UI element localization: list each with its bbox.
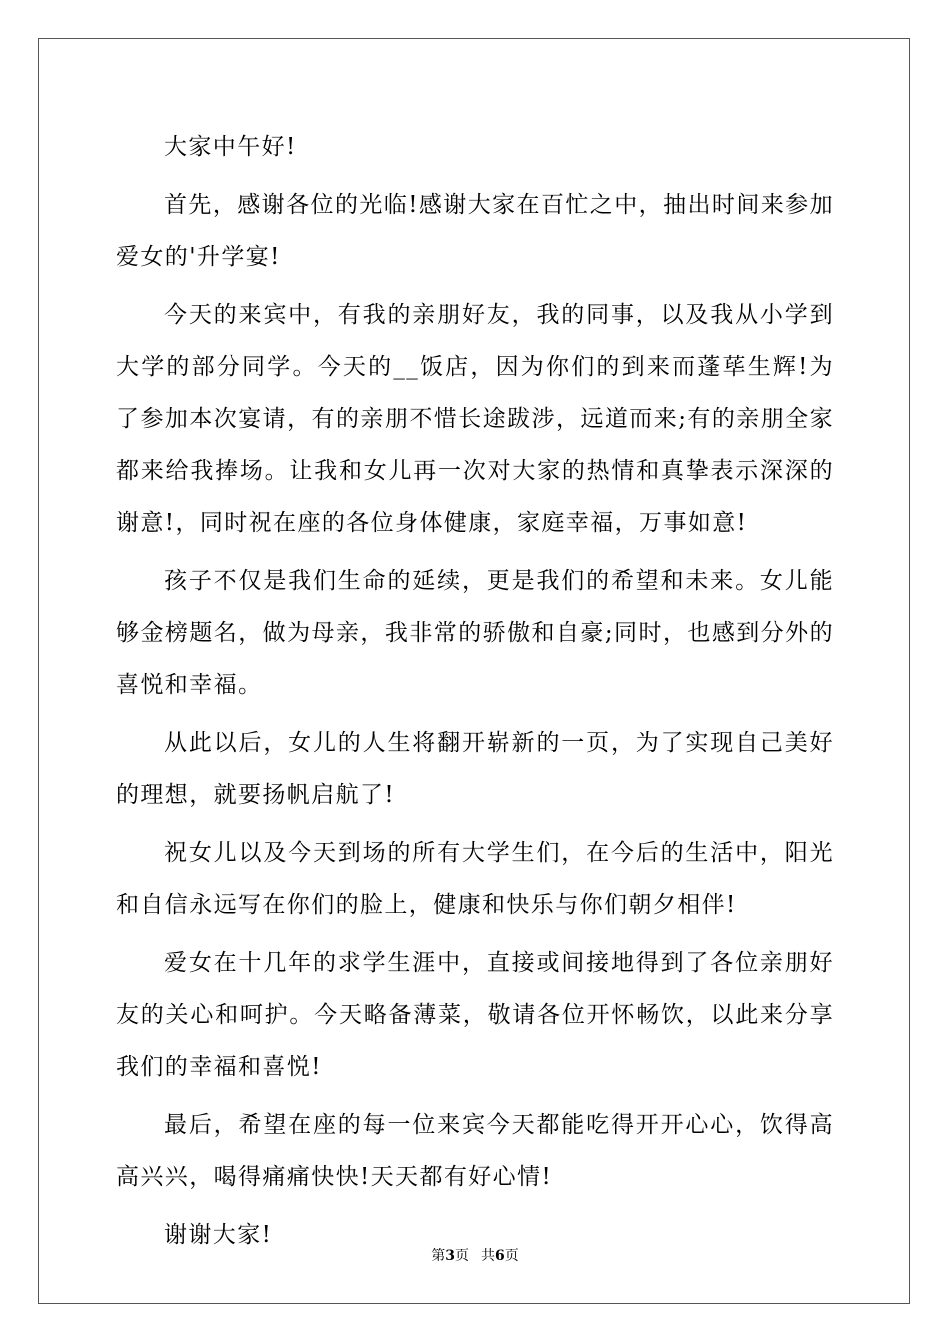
document-body — [116, 121, 834, 1267]
paragraph-greeting: 大家中午好! — [164, 134, 297, 160]
paragraph-gratitude: 爱女在十几年的求学生涯中，直接或间接地得到了各位亲朋好友的关心和呵护。今天略备薄菜，敬请各位开怀畅饮，以此来分享我们的幸福和喜悦! — [116, 950, 834, 1080]
total-suffix: 页 — [504, 1248, 519, 1264]
paragraph-thank-you: 谢谢大家! — [164, 1222, 273, 1248]
page-number: 3 — [445, 1248, 455, 1264]
paragraph-closing: 最后，希望在座的每一位来宾今天都能吃得开开心心，饮得高高兴兴，喝得痛痛快快!天天都有好心情! — [116, 1112, 834, 1190]
page-prefix: 第 — [431, 1248, 446, 1264]
paragraph-children: 孩子不仅是我们生命的延续，更是我们的希望和未来。女儿能够金榜题名，做为母亲，我非常的骄傲和自豪;同时，也感到分外的喜悦和幸福。 — [116, 568, 834, 698]
page-footer — [0, 1247, 950, 1265]
total-pages: 6 — [495, 1248, 505, 1264]
paragraph-thanks: 首先，感谢各位的光临!感谢大家在百忙之中，抽出时间来参加爱女的'升学宴! — [116, 192, 834, 270]
page-suffix: 页 — [455, 1248, 469, 1264]
total-prefix: 共 — [481, 1248, 495, 1264]
paragraph-future: 从此以后，女儿的人生将翻开崭新的一页，为了实现自己美好的理想，就要扬帆启航了! — [116, 730, 834, 808]
paragraph-guests: 今天的来宾中，有我的亲朋好友，我的同事，以及我从小学到大学的部分同学。今天的__饭店，因为你们的到来而蓬荜生辉!为了参加本次宴请，有的亲朋不惜长途跋涉，远道而来;有的亲朋全家都来给我捧场。让我和女儿再一次对大家的热情和真挚表示深深的谢意!，同时祝在座的各位身体健康，家庭幸福，万事如意! — [116, 302, 834, 536]
paragraph-wishes: 祝女儿以及今天到场的所有大学生们，在今后的生活中，阳光和自信永远写在你们的脸上，健康和快乐与你们朝夕相伴! — [116, 840, 834, 918]
